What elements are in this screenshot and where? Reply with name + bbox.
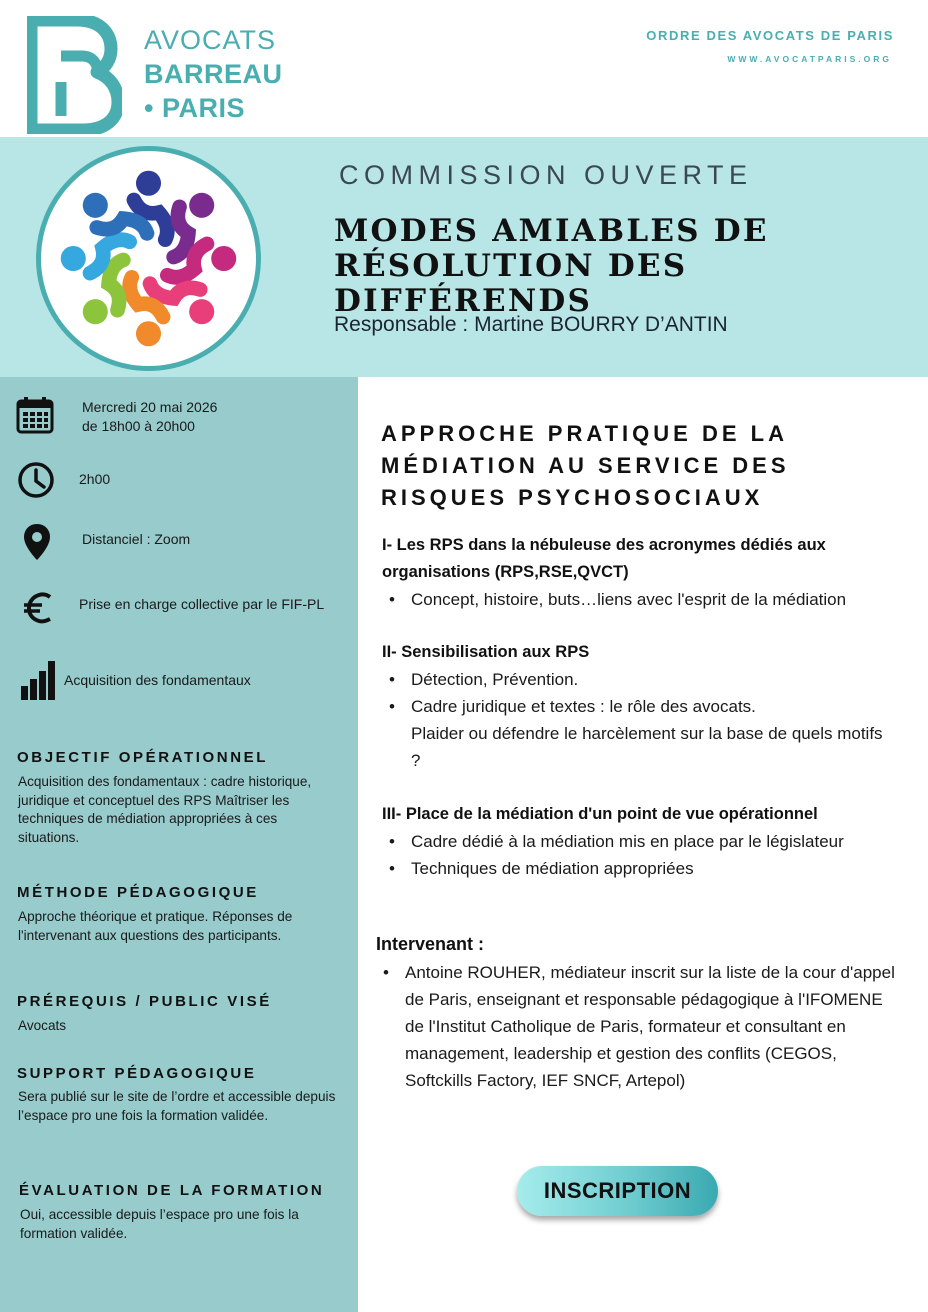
section-title [381, 418, 901, 514]
prerequisites-body: Avocats [18, 1018, 67, 1033]
bar-level-icon [20, 659, 58, 701]
part3-heading: III- Place de la médiation d'un point de vue opérationnel [382, 805, 818, 823]
duration-text: 2h00 [79, 471, 111, 487]
part2-list [382, 666, 902, 720]
evaluation-heading: ÉVALUATION DE LA FORMATION [19, 1182, 325, 1199]
evaluation-body: Oui, accessible depuis l’espace pro une fois la formation validée. [20, 1207, 299, 1241]
commission-kicker: COMMISSION OUVERTE [339, 160, 753, 190]
page-title-line2: RÉSOLUTION DES DIFFÉRENDS [334, 248, 688, 319]
euro-icon [22, 591, 54, 625]
method-body: Approche théorique et pratique. Réponses de l'intervenant aux questions des participants. [18, 909, 293, 943]
support-heading: SUPPORT PÉDAGOGIQUE [17, 1065, 257, 1082]
prerequisites-heading: PRÉREQUIS / PUBLIC VISÉ [17, 993, 272, 1010]
list-item: • Cadre dédié à la médiation mis en place par le législateur [382, 828, 902, 855]
barreau-b-logo [27, 16, 122, 134]
method-heading: MÉTHODE PÉDAGOGIQUE [17, 884, 259, 901]
level-text: Acquisition des fondamentaux [64, 672, 251, 688]
section-title-line1: APPROCHE PRATIQUE DE LA [381, 421, 788, 446]
intervenant-label: Intervenant : [376, 934, 485, 954]
list-item: • Antoine ROUHER, médiateur inscrit sur la liste de la cour d'appel de Paris, enseignant et responsable pédagogique à l'IFOMENE de l'Institut Catholique de Paris, formateur et consultant en management, leadership et gestion des conflits (CEGOS, Softckills Factory, IEF SNCF, Artepol) [376, 959, 906, 1094]
intervenant-list [376, 959, 906, 1094]
calendar-icon [15, 395, 55, 435]
logo-text-paris: • PARIS [144, 93, 245, 123]
location-text: Distanciel : Zoom [82, 531, 191, 547]
header [0, 0, 928, 137]
part3-list [382, 828, 902, 882]
objective-heading: OBJECTIF OPÉRATIONNEL [17, 749, 268, 766]
logo-text-avocats: AVOCATS [144, 25, 277, 55]
funding-text: Prise en charge collective par le FIF-PL [79, 596, 325, 612]
list-item: • Techniques de médiation appropriées [382, 855, 902, 882]
location-pin-icon [22, 522, 52, 562]
event-date-line1: Mercredi 20 mai 2026 [82, 399, 218, 415]
community-circle-icon [44, 154, 253, 363]
part2-heading: II- Sensibilisation aux RPS [382, 643, 590, 661]
page-title [334, 214, 914, 319]
section-title-line2: MÉDIATION AU SERVICE DES [381, 453, 790, 478]
part2-subtext: Plaider ou défendre le harcèlement sur la base de quels motifs ? [411, 724, 883, 770]
part1-list [382, 586, 902, 613]
event-date [82, 398, 217, 436]
objective-body: Acquisition des fondamentaux : cadre historique, juridique et conceptuel des RPS Maîtriser les techniques de médiation appropriées à ces situations. [18, 774, 312, 845]
list-item: • Cadre juridique et textes : le rôle des avocats. [382, 693, 902, 720]
inscription-button[interactable]: INSCRIPTION [517, 1166, 718, 1216]
support-body: Sera publié sur le site de l’ordre et accessible depuis l’espace pro une fois la formation validée. [18, 1089, 336, 1123]
page-title-line1: MODES AMIABLES DE [334, 213, 769, 249]
org-url-link[interactable]: WWW.AVOCATPARIS.ORG [727, 54, 892, 64]
info-sidebar [0, 377, 358, 1312]
responsable-text: Responsable : Martine BOURRY D’ANTIN [334, 313, 728, 336]
org-name: ORDRE DES AVOCATS DE PARIS [646, 28, 894, 43]
event-date-line2: de 18h00 à 20h00 [82, 418, 195, 434]
clock-icon [16, 460, 56, 500]
list-item: • Détection, Prévention. [382, 666, 902, 693]
list-item: • Concept, histoire, buts…liens avec l'esprit de la médiation [382, 586, 902, 613]
section-title-line3: RISQUES PSYCHOSOCIAUX [381, 485, 764, 510]
part1-heading: I- Les RPS dans la nébuleuse des acronymes dédiés aux organisations (RPS,RSE,QVCT) [382, 536, 826, 581]
logo-text-barreau: BARREAU [144, 59, 283, 89]
